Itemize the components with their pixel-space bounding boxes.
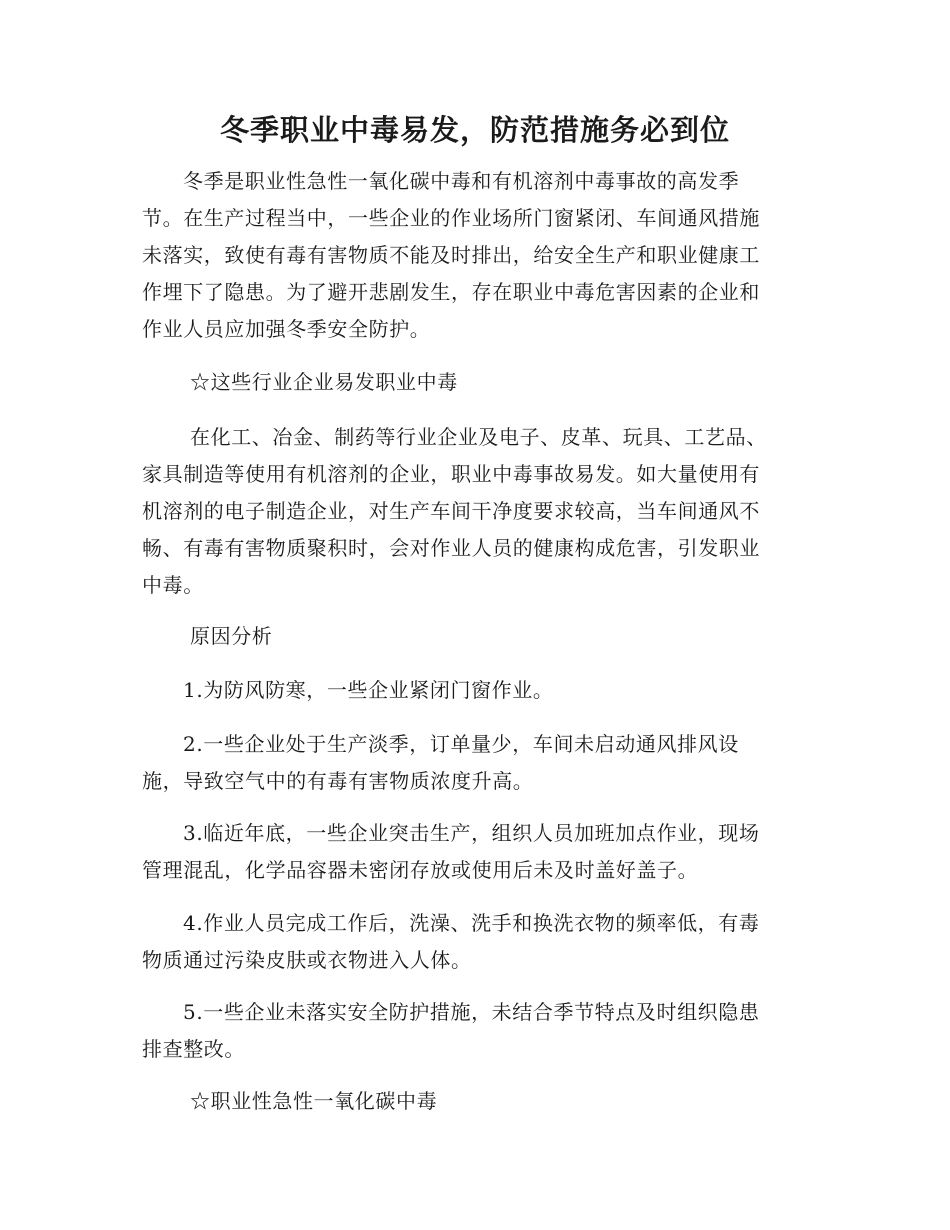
text-line: 物质通过污染皮肤或衣物进入人体。 xyxy=(142,948,472,972)
text-line: 5.一些企业未落实安全防护措施，未结合季节特点及时组织隐患 xyxy=(183,1000,760,1024)
text-line: 作埋下了隐患。为了避开悲剧发生，存在职业中毒危害因素的企业和 xyxy=(142,280,760,304)
document-title: 冬季职业中毒易发，防范措施务必到位 xyxy=(219,113,730,147)
text-line: 3.临近年底，一些企业突击生产，组织人员加班加点作业，现场 xyxy=(183,821,760,845)
section-heading: 原因分析 xyxy=(190,624,273,648)
section-heading: ☆这些行业企业易发职业中毒 xyxy=(190,370,458,394)
industries-paragraph xyxy=(142,419,798,604)
text-line: 管理混乱，化学品容器未密闭存放或使用后未及时盖好盖子。 xyxy=(142,858,699,882)
text-line: 作业人员应加强冬季安全防护。 xyxy=(142,317,431,341)
text-line: 1.为防风防寒，一些企业紧闭门窗作业。 xyxy=(183,678,554,702)
reason-item-5 xyxy=(142,994,798,1068)
section-heading: ☆职业性急性一氧化碳中毒 xyxy=(190,1089,438,1113)
text-line: 施，导致空气中的有毒有害物质浓度升高。 xyxy=(142,769,534,793)
text-line: 节。在生产过程当中，一些企业的作业场所门窗紧闭、车间通风措施 xyxy=(142,206,760,230)
section-heading-industries xyxy=(142,364,798,401)
text-line: 中毒。 xyxy=(142,573,204,597)
intro-paragraph xyxy=(142,163,798,348)
text-line: 畅、有毒有害物质聚积时，会对作业人员的健康构成危害，引发职业 xyxy=(142,536,760,560)
reason-item-1 xyxy=(142,672,798,709)
reason-item-3 xyxy=(142,815,798,889)
text-line: 排查整改。 xyxy=(142,1037,245,1061)
text-line: 未落实，致使有毒有害物质不能及时排出，给安全生产和职业健康工 xyxy=(142,243,760,267)
text-line: 2.一些企业处于生产淡季，订单量少，车间未启动通风排风设 xyxy=(183,732,739,756)
section-heading-reasons xyxy=(142,618,798,655)
section-heading-co-poisoning xyxy=(142,1083,798,1120)
text-line: 4.作业人员完成工作后，洗澡、洗手和换洗衣物的频率低，有毒 xyxy=(183,911,760,935)
reason-item-4 xyxy=(142,905,798,979)
reason-item-2 xyxy=(142,726,798,800)
text-line: 家具制造等使用有机溶剂的企业，职业中毒事故易发。如大量使用有 xyxy=(142,462,760,486)
text-line: 机溶剂的电子制造企业，对生产车间干净度要求较高，当车间通风不 xyxy=(142,499,760,523)
text-line: 冬季是职业性急性一氧化碳中毒和有机溶剂中毒事故的高发季 xyxy=(183,169,740,193)
text-line: 在化工、冶金、制药等行业企业及电子、皮革、玩具、工艺品、 xyxy=(190,425,767,449)
